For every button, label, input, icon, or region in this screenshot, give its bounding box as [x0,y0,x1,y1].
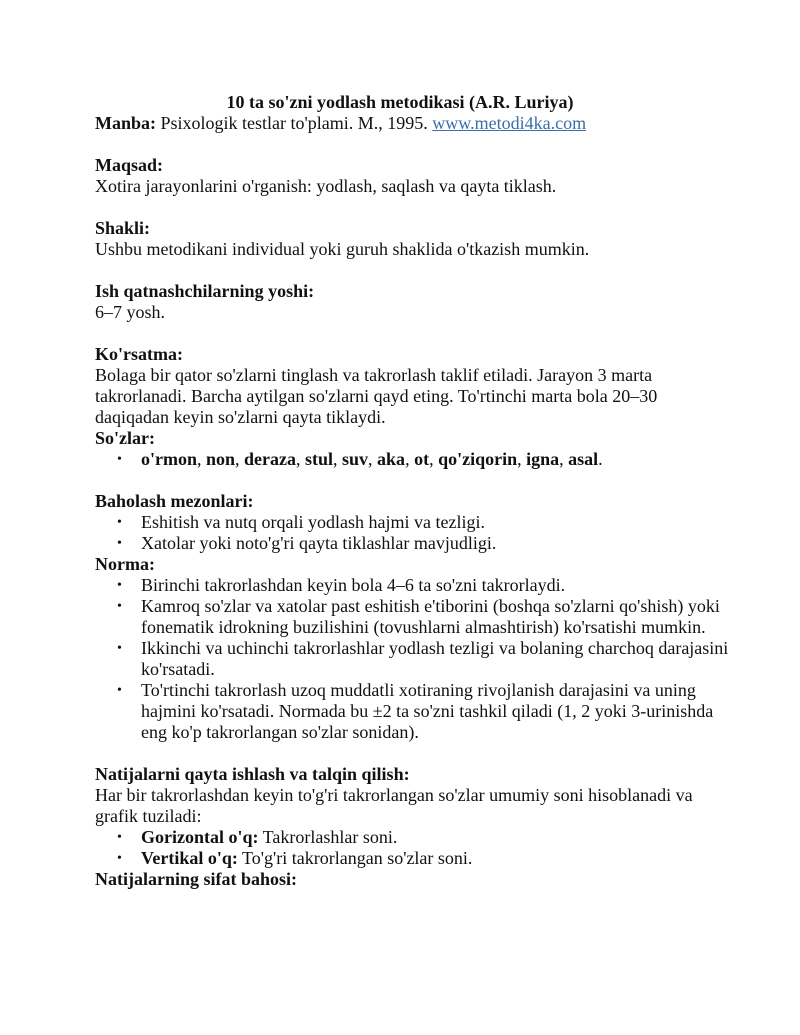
word-item: deraza [244,449,297,469]
document-title: 10 ta so'zni yodlash metodikasi (A.R. Luriya) [226,92,574,112]
norm-item: • Kamroq so'zlar va xatolar past eshitish e'tiborini (boshqa so'zlarni qo'shish) yoki fonematik idrokning buzilishini (tovushlarni almashtirish) ko'rsatishi mumkin. [95,596,735,638]
criteria-list [95,512,735,554]
word-item: qo'ziqorin [438,449,518,469]
norm-item: • To'rtinchi takrorlash uzoq muddatli xotiraning rivojlanish darajasini va uning hajmini ko'rsatadi. Normada bu ±2 ta so'zni tashkil qiladi (1, 2 yoki 3-urinishda eng ko'p takrorlangan so'zlar sonidan). [95,680,735,743]
word-item: igna [526,449,560,469]
criteria-item: • Xatolar yoki noto'g'ri qayta tiklashlar mavjudligi. [95,533,735,554]
processing-heading: Natijalarni qayta ishlash va talqin qilish: [95,764,410,784]
source-line [95,113,735,134]
criteria-item: • Eshitish va nutq orqali yodlash hajmi va tezligi. [95,512,735,533]
words-line: o'rmon, non, deraza, stul, suv, aka, ot, qo'ziqorin, igna, asal. [141,449,603,469]
purpose-heading: Maqsad: [95,155,164,175]
source-text: Psixologik testlar to'plami. M., 1995. [156,113,433,133]
document-content [95,92,735,890]
form-heading: Shakli: [95,218,151,238]
word-item: non [206,449,236,469]
processing-item-horizontal [95,827,735,848]
word-item: asal [568,449,599,469]
form-text: Ushbu metodikani individual yoki guruh shaklida o'tkazish mumkin. [95,239,590,259]
words-list [95,449,735,470]
quality-heading: Natijalarning sifat bahosi: [95,869,298,889]
word-item: ot [414,449,430,469]
age-heading: Ish qatnashchilarning yoshi: [95,281,315,301]
norm-list [95,575,735,743]
horizontal-axis-text: Takrorlashlar soni. [258,827,398,847]
word-item: aka [377,449,406,469]
vertical-axis-label: Vertikal o'q: [141,848,238,868]
word-item: suv [342,449,369,469]
word-item: o'rmon [141,449,197,469]
words-list-item [95,449,735,470]
words-heading: So'zlar: [95,428,155,448]
purpose-text: Xotira jarayonlarini o'rganish: yodlash, saqlash va qayta tiklash. [95,176,557,196]
age-text: 6–7 yosh. [95,302,166,322]
horizontal-axis-label: Gorizontal o'q: [141,827,259,847]
instruction-heading: Ko'rsatma: [95,344,183,364]
vertical-axis-text: To'g'ri takrorlangan so'zlar soni. [237,848,473,868]
norm-item: • Birinchi takrorlashdan keyin bola 4–6 ta so'zni takrorlaydi. [95,575,735,596]
source-link[interactable]: www.metodi4ka.com [432,113,587,133]
word-item: stul [305,449,334,469]
instruction-text: Bolaga bir qator so'zlarni tinglash va takrorlash taklif etiladi. Jarayon 3 marta takrorlanadi. Barcha aytilgan so'zlarni qayd eting. To'rtinchi marta bola 20–30 daqiqadan keyin so'zlarni qayta tiklaydi. [95,365,658,427]
norm-item: • Ikkinchi va uchinchi takrorlashlar yodlash tezligi va bolaning charchoq darajasini ko'rsatadi. [95,638,735,680]
processing-text: Har bir takrorlashdan keyin to'g'ri takrorlangan so'zlar umumiy soni hisoblanadi va grafik tuziladi: [95,785,693,826]
processing-list [95,827,735,869]
criteria-heading: Baholash mezonlari: [95,491,254,511]
source-label: Manba: [95,113,157,133]
processing-item-vertical [95,848,735,869]
norm-heading: Norma: [95,554,155,574]
